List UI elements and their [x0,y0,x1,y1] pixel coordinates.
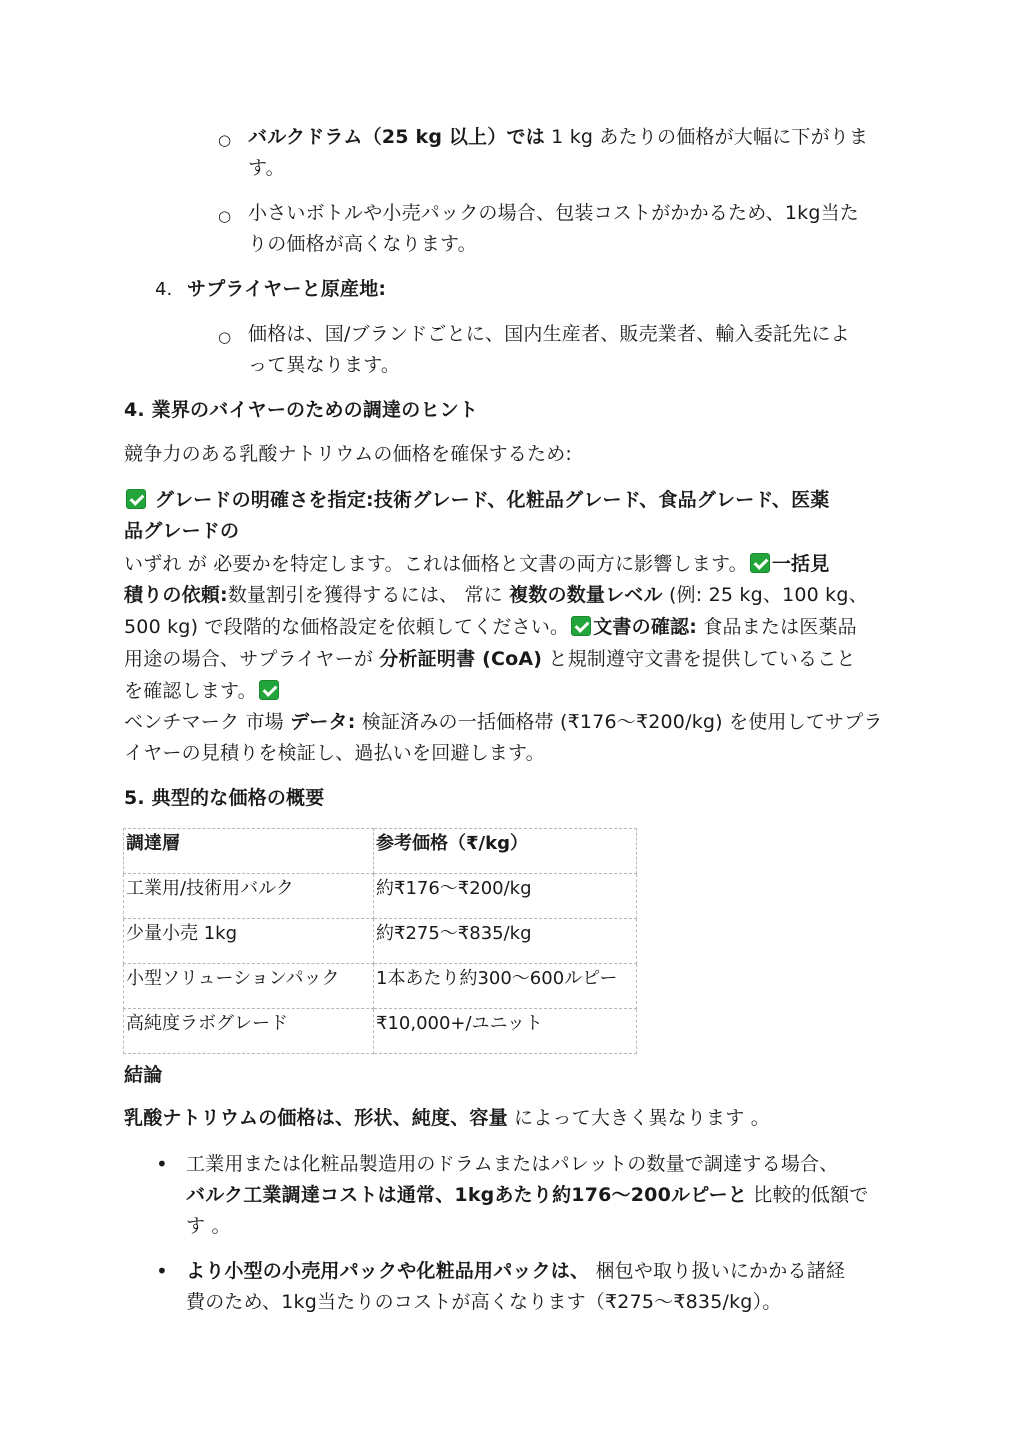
bulk-drum-line: バルクドラム（25 kg 以上）では 1 kg あたりの価格が大幅に下がりま [248,126,869,148]
tip-grade-line: グレードの明確さを指定:技術グレード、化粧品グレード、食品グレード、医薬 [124,487,830,513]
table-header-row [124,829,637,874]
tip-line-7: を確認します。 [124,678,281,704]
open-bullet-icon: ○ [218,328,232,346]
small-bottle-line: 小さいボトルや小売パックの場合、包装コストがかかるため、1kg当た [248,202,859,224]
conclusion-bullet-1-line-2: バルク工業調達コストは通常、1kgあたり約176〜200ルピーと 比較的低額で [186,1184,869,1206]
price-country-line-cont: って異なります。 [248,354,401,376]
table-cell: 少量小売 1kg [124,919,374,964]
check-icon [750,553,770,573]
tip-line-4: 積りの依頼:数量割引を獲得するには、 常に 複数の数量レベル (例: 25 kg、100 kg、 [124,584,868,606]
table-cell: 工業用/技術用バルク [124,874,374,919]
bulk-drum-line-cont: す。 [248,157,285,179]
dot-bullet-icon: • [156,1152,168,1176]
tip-line-8: ベンチマーク 市場 データ: 検証済みの一括価格帯 (₹176〜₹200/kg) を使用してサプラ [124,711,883,733]
price-summary-table [123,828,637,1054]
section-4-heading: 4. 業界のバイヤーのための調達のヒント [124,399,479,421]
check-icon [259,680,279,700]
section-5-heading: 5. 典型的な価格の概要 [124,787,325,809]
open-bullet-icon: ○ [218,207,232,225]
table-row [124,1009,637,1054]
conclusion-bullet-2-line-2: 費のため、1kg当たりのコストが高くなります（₹275〜₹835/kg）。 [186,1291,782,1313]
check-icon [126,489,146,509]
conclusion-lead: 乳酸ナトリウムの価格は、形状、純度、容量 によって大きく異なります 。 [124,1107,770,1129]
dot-bullet-icon: • [156,1259,168,1283]
table-cell: ₹10,000+/ユニット [374,1009,637,1054]
list-number: 4. [155,279,173,300]
conclusion-bullet-1-line-1: 工業用または化粧品製造用のドラムまたはパレットの数量で調達する場合、 [186,1153,839,1175]
conclusion-bullet-2-line-1: より小型の小売用パックや化粧品用パックは、 梱包や取り扱いにかかる諸経 [186,1260,846,1282]
table-row [124,964,637,1009]
table-header-cell: 調達層 [124,829,374,874]
supplier-origin-title: サプライヤーと原産地: [187,278,387,300]
table-header-cell: 参考価格（₹/kg） [374,829,637,874]
check-icon [571,616,591,636]
table-row [124,919,637,964]
tip-line-6: 用途の場合、サプライヤーが 分析証明書 (CoA) と規制遵守文書を提供していること [124,648,856,670]
open-bullet-icon: ○ [218,131,232,149]
table-row [124,874,637,919]
small-bottle-line-cont: りの価格が高くなります。 [248,233,477,255]
conclusion-bullet-1-line-3: す 。 [186,1215,231,1237]
price-country-line: 価格は、国/ブランドごとに、国内生産者、販売業者、輸入委託先によ [248,323,850,345]
table-cell: 高純度ラボグレード [124,1009,374,1054]
tip-line-9: イヤーの見積りを検証し、過払いを回避します。 [124,742,545,764]
table-cell: 約₹275〜₹835/kg [374,919,637,964]
tip-grade-line-cont: 品グレードの [124,520,240,542]
tip-line-3: いずれ が 必要かを特定します。これは価格と文書の両方に影響します。 一括見 [124,553,830,575]
conclusion-heading: 結論 [124,1064,163,1086]
table-cell: 約₹176〜₹200/kg [374,874,637,919]
table-cell: 小型ソリューションパック [124,964,374,1009]
section-4-intro: 競争力のある乳酸ナトリウムの価格を確保するため: [124,443,573,465]
tip-line-5: 500 kg) で段階的な価格設定を依頼してください。 文書の確認: 食品または医薬品 [124,616,857,638]
table-cell: 1本あたり約300〜600ルピー [374,964,637,1009]
